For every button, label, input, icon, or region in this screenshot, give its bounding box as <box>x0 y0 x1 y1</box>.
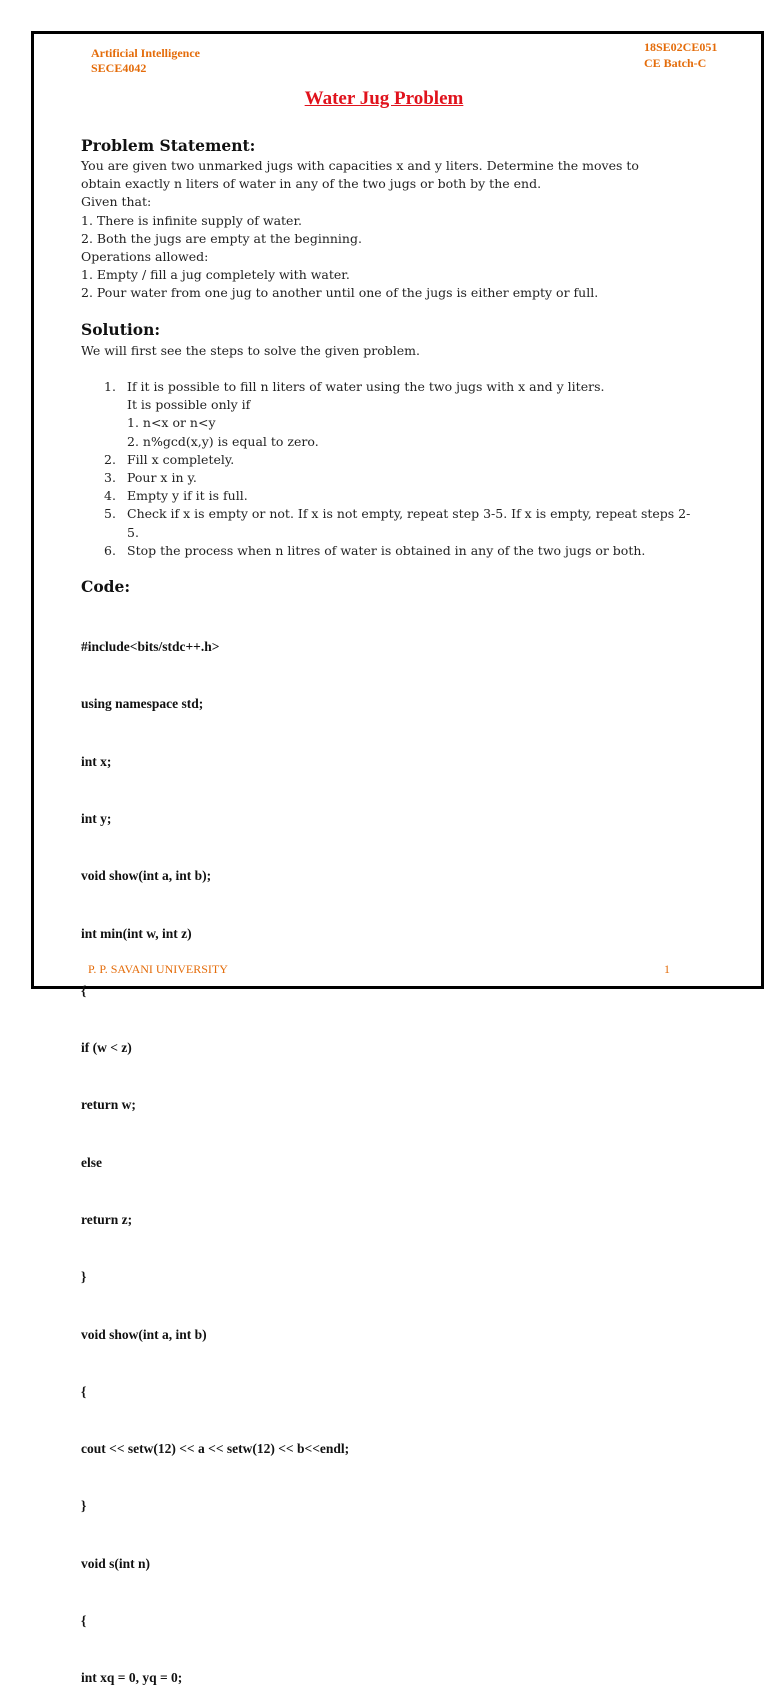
code-line: return w; <box>81 1097 136 1113</box>
step-number: 3. <box>104 470 116 486</box>
solution-intro-text: We will first see the steps to solve the given problem. <box>81 343 420 358</box>
problem-line: Operations allowed: <box>81 248 209 264</box>
code-line: { <box>81 1612 87 1628</box>
step-text: Fill x completely. <box>127 451 235 467</box>
code-heading: Code: <box>81 577 131 596</box>
step-subline: 2. n%gcd(x,y) is equal to zero. <box>127 433 319 449</box>
code-line: return z; <box>81 1212 133 1227</box>
problem-line: 1. There is infinite supply of water. <box>81 212 303 228</box>
code-line: int min(int w, int z) <box>81 925 192 941</box>
code-line: cout << setw(12) << a << setw(12) << b<<endl; <box>81 1441 350 1457</box>
code-line: void s(int n) <box>81 1555 151 1571</box>
header-right <box>644 39 717 71</box>
code-line: } <box>81 1269 87 1285</box>
student-id: 18SE02CE051 <box>644 40 718 54</box>
code-line: int y; <box>81 811 112 827</box>
header-left <box>91 46 200 76</box>
list-item <box>81 542 701 560</box>
step-text: Empty y if it is full. <box>127 488 248 504</box>
course-code: SECE4042 <box>91 61 147 75</box>
step-text: If it is possible to fill n liters of water using the two jugs with x and y liters. <box>127 379 605 394</box>
step-number: 4. <box>104 488 116 504</box>
list-item <box>81 469 701 487</box>
step-number: 6. <box>104 542 116 558</box>
problem-heading: Problem Statement: <box>81 136 256 155</box>
step-text: Stop the process when n litres of water is obtained in any of the two jugs or both. <box>127 542 646 558</box>
code-line: { <box>81 1383 87 1399</box>
page-number: 1 <box>664 962 670 976</box>
step-number: 5. <box>104 506 116 522</box>
step-number: 2. <box>104 451 116 467</box>
step-subline: It is possible only if <box>127 397 251 413</box>
problem-line: obtain exactly n liters of water in any of the two jugs or both by the end. <box>81 176 542 192</box>
solution-steps <box>81 378 701 560</box>
batch-label: CE Batch-C <box>644 56 707 70</box>
list-item <box>81 451 701 469</box>
course-name: Artificial Intelligence <box>91 46 200 60</box>
problem-line: 1. Empty / fill a jug completely with water. <box>81 267 350 283</box>
code-line: void show(int a, int b); <box>81 868 212 884</box>
code-line: void show(int a, int b) <box>81 1326 207 1342</box>
list-item <box>81 378 701 451</box>
code-line: using namespace std; <box>81 696 204 712</box>
page-title: Water Jug Problem <box>304 88 464 109</box>
step-subline: 1. n<x or n<y <box>127 415 216 431</box>
code-block <box>81 599 349 1706</box>
step-number: 1. <box>104 379 116 394</box>
code-line: } <box>81 1498 87 1514</box>
step-text: Check if x is empty or not. If x is not empty, repeat step 3-5. If x is empty, repeat steps 2-5. <box>127 506 691 540</box>
code-line: int xq = 0, yq = 0; <box>81 1670 183 1686</box>
solution-intro <box>81 342 420 360</box>
footer-university: P. P. SAVANI UNIVERSITY <box>88 962 228 976</box>
problem-line: Given that: <box>81 194 152 210</box>
code-line: int x; <box>81 753 112 769</box>
step-text: Pour x in y. <box>127 470 197 486</box>
list-item <box>81 505 701 541</box>
code-line: else <box>81 1154 102 1170</box>
solution-heading: Solution: <box>81 320 161 339</box>
code-line: if (w < z) <box>81 1040 132 1056</box>
problem-line: 2. Pour water from one jug to another until one of the jugs is either empty or full. <box>81 285 599 301</box>
code-line: { <box>81 982 87 998</box>
code-line: #include<bits/stdc++.h> <box>81 639 220 655</box>
problem-line: 2. Both the jugs are empty at the beginning. <box>81 230 362 246</box>
problem-line: You are given two unmarked jugs with capacities x and y liters. Determine the moves to <box>81 158 639 173</box>
problem-text <box>81 157 639 303</box>
list-item <box>81 487 701 505</box>
